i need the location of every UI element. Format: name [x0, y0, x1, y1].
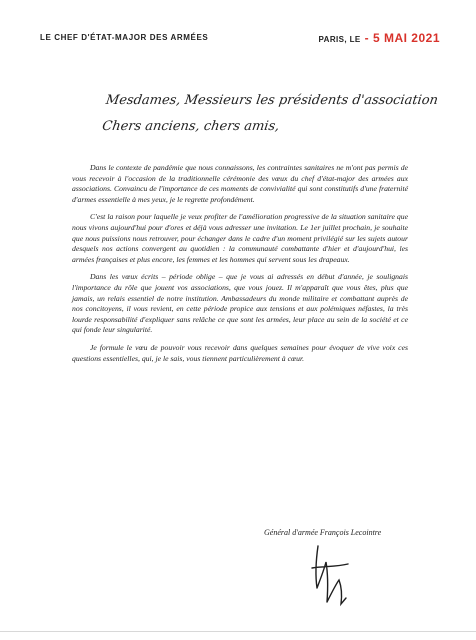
salutation-line-2: Chers anciens, chers amis,: [101, 119, 281, 134]
paragraph-4: Je formule le vœu de pouvoir vous recevoir dans quelques semaines pour évoquer de vive voix ces questions essentielles, qui, je le sais, vous tiennent particulièrement à cœur.: [72, 342, 408, 363]
paragraph-3: Dans les vœux écrits – période oblige – que je vous ai adressés en début d'année, je soulignais l'importance du rôle que jouent vos associations, que vous jouez. Il m'apparaît que vous êtes, plus que jamais, un relais essentiel de notre institution. Ambassadeurs du monde militaire et combattant auprès de nos concitoyens, il vous revient, en cette période propice aux tensions et aux polémiques néfastes, la très lourde responsabilité d'expliquer sans relâche ce que sont les armées, leur place au sein de la société et ce qui fonde leur singularité.: [72, 272, 408, 335]
letter-body: [72, 163, 408, 371]
letterhead-date: [319, 31, 441, 45]
paragraph-1: Dans le contexte de pandémie que nous connaissons, les contraintes sanitaires ne m'ont pas permis de vous recevoir à l'occasion de la traditionnelle cérémonie des vœux du chef d'état-major des armées aux associations. Convaincu de l'importance de ces moments de convivialité qui sont constitutifs d'une fraternité d'armes essentielle à mes yeux, je le regrette profondément.: [72, 163, 408, 204]
paragraph-2: C'est la raison pour laquelle je veux profiter de l'amélioration progressive de la situation sanitaire que nous vivons aujourd'hui pour d'ores et déjà vous adresser une invitation. Le 1er juillet prochain, je souhaite que nous puissions nous retrouver, pour échanger dans le cadre d'un moment privilégié sur les sujets autour desquels nos actions convergent au quotidien : la communauté combattante d'hier et d'aujourd'hui, les armées françaises et plus encore, les femmes et les hommes qui servent sous les drapeaux.: [72, 212, 408, 264]
salutation-line-1: Mesdames, Messieurs les présidents d'association: [104, 93, 439, 108]
signatory-name: Général d'armée François Lecointre: [264, 528, 382, 537]
handwritten-salutation: [100, 88, 439, 140]
place-label: PARIS, LE: [318, 35, 361, 44]
date-stamp: - 5 MAI 2021: [364, 31, 440, 45]
letterhead-sender: LE CHEF D'ÉTAT-MAJOR DES ARMÉES: [40, 33, 209, 42]
page-bottom-edge: [0, 631, 476, 632]
handwritten-signature: [306, 540, 366, 615]
